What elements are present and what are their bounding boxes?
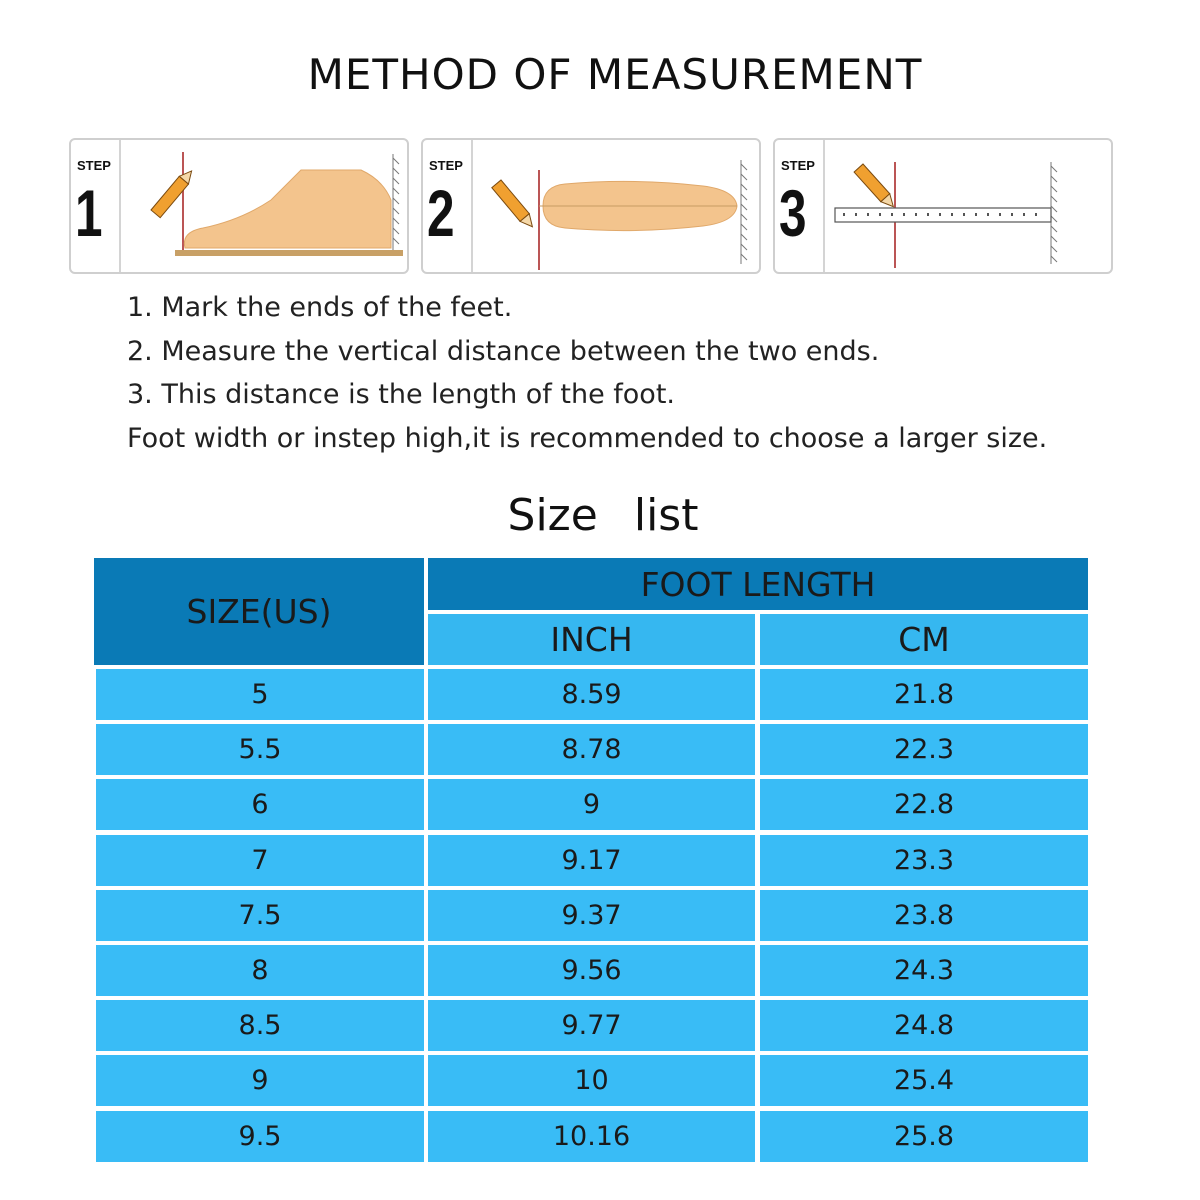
instruction-line-4: Foot width or instep high,it is recommended to choose a larger size. [127, 422, 1048, 454]
cm-cell: 23.8 [760, 890, 1088, 941]
size-us-header: SIZE(US) [94, 558, 424, 665]
inch-cell: 9.56 [428, 945, 755, 996]
inch-cell: 8.59 [428, 669, 755, 720]
instruction-line-1: 1. Mark the ends of the feet. [127, 292, 513, 323]
size-cell: 9 [96, 1055, 424, 1106]
size-cell: 8.5 [96, 1000, 424, 1051]
instruction-line-3: 3. This distance is the length of the foot. [127, 379, 675, 410]
cm-cell: 24.8 [760, 1000, 1088, 1051]
size-cell: 7.5 [96, 890, 424, 941]
size-cell: 5 [96, 669, 424, 720]
step-1-panel [69, 138, 409, 274]
step-2-panel [421, 138, 761, 274]
cm-cell: 24.3 [760, 945, 1088, 996]
foot-side-view-icon [121, 140, 409, 274]
cm-cell: 22.3 [760, 724, 1088, 775]
step-1-number: 1 [75, 176, 103, 250]
inch-cell: 10 [428, 1055, 755, 1106]
ruler-measure-icon [825, 140, 1113, 274]
size-cell: 9.5 [96, 1111, 424, 1162]
cm-cell: 25.4 [760, 1055, 1088, 1106]
inch-cell: 9.37 [428, 890, 755, 941]
step-3-label: STEP [781, 158, 815, 173]
step-2-label: STEP [429, 158, 463, 173]
step-2-label-column [423, 140, 473, 272]
step-3-number: 3 [779, 176, 807, 250]
cm-header: CM [760, 614, 1088, 665]
page-title: METHOD OF MEASUREMENT [307, 50, 923, 99]
size-cell: 6 [96, 779, 424, 830]
step-2-number: 2 [427, 176, 455, 250]
step-1-label-column [71, 140, 121, 272]
cm-cell: 22.8 [760, 779, 1088, 830]
size-cell: 5.5 [96, 724, 424, 775]
foot-length-header: FOOT LENGTH [428, 558, 1088, 610]
cm-cell: 21.8 [760, 669, 1088, 720]
cm-cell: 23.3 [760, 835, 1088, 886]
foot-top-view-icon [473, 140, 761, 274]
size-cell: 8 [96, 945, 424, 996]
size-cell: 7 [96, 835, 424, 886]
instructions [127, 288, 1047, 462]
inch-header: INCH [428, 614, 755, 665]
inch-cell: 8.78 [428, 724, 755, 775]
step-1-label: STEP [77, 158, 111, 173]
inch-cell: 9 [428, 779, 755, 830]
cm-cell: 25.8 [760, 1111, 1088, 1162]
step-3-panel [773, 138, 1113, 274]
instruction-line-2: 2. Measure the vertical distance between the two ends. [127, 335, 880, 367]
inch-cell: 9.77 [428, 1000, 755, 1051]
step-3-label-column [775, 140, 825, 272]
size-list-title: Size list [507, 490, 699, 541]
inch-cell: 9.17 [428, 835, 755, 886]
inch-cell: 10.16 [428, 1111, 755, 1162]
